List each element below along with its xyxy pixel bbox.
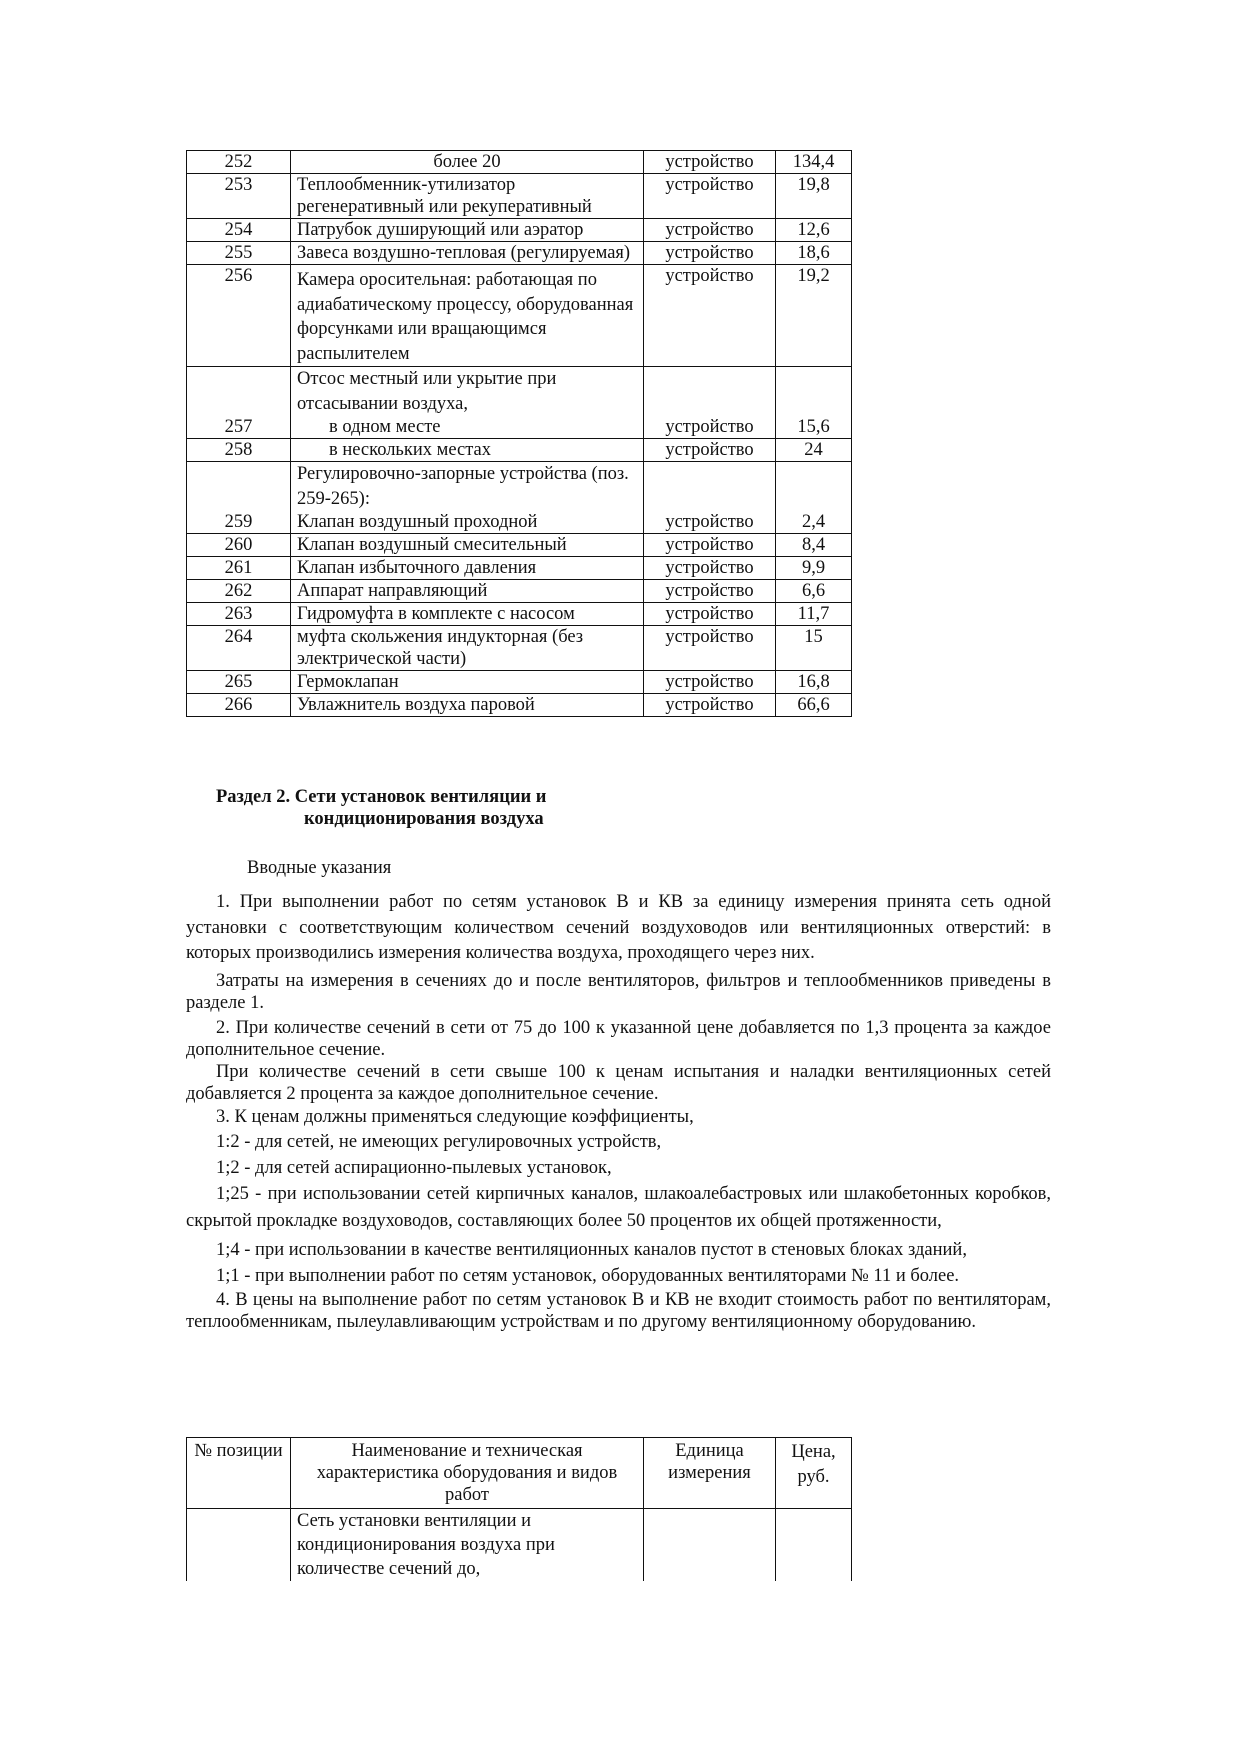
position-number: 258 [187,439,291,462]
position-number [187,1509,291,1582]
table-header-row [187,1438,852,1509]
item-unit: устройство [644,151,776,174]
item-price: 11,7 [776,603,852,626]
item-unit: устройство [644,174,776,219]
position-number: 255 [187,242,291,265]
position-number: 264 [187,626,291,671]
paragraph: Затраты на измерения в сечениях до и после вентиляторов, фильтров и теплообменников приведены в разделе 1. [186,970,1051,1013]
item-price: 24 [776,439,852,462]
table-row [187,603,852,626]
item-unit: устройство [644,534,776,557]
section-subtitle: Вводные указания [247,858,392,878]
item-price: 66,6 [776,694,852,717]
item-unit: устройство [644,219,776,242]
header-unit: Единица измерения [644,1438,776,1509]
table-row [187,557,852,580]
position-number: 260 [187,534,291,557]
header-position-number: № позиции [187,1438,291,1509]
item-unit: устройство [644,242,776,265]
paragraph: 3. К ценам должны применяться следующие коэффициенты, [216,1106,694,1127]
introductory-notes [186,890,1051,1333]
item-unit: устройство [644,580,776,603]
item-unit [644,1509,776,1582]
item-price: 15 [776,626,852,671]
section-title [216,786,546,830]
paragraph: 1;4 - при использовании в качестве вентиляционных каналов пустот в стеновых блоках зданий, [216,1240,967,1260]
item-price [776,1509,852,1582]
position-number: 252 [187,151,291,174]
item-price: 19,8 [776,174,852,219]
position-number: 261 [187,557,291,580]
item-price: 6,6 [776,580,852,603]
item-unit: устройство [644,694,776,717]
item-name: в нескольких местах [291,439,644,462]
item-name: более 20 [291,151,644,174]
paragraph: 4. В цены на выполнение работ по сетям установок В и КВ не входит стоимость работ по вентиляторам, теплообменникам, пылеулавливающим устройствам и по другому вентиляционному оборудованию. [186,1290,1051,1332]
table-row [187,367,852,439]
item-name: Увлажнитель воздуха паровой [291,694,644,717]
item-name: Патрубок душирующий или аэратор [291,219,644,242]
price-table-positions-252-266 [186,150,852,717]
position-number: 259 [187,462,291,534]
item-unit: устройство [644,367,776,439]
table-row [187,151,852,174]
position-number: 256 [187,265,291,367]
item-name: муфта скольжения индукторная (без электрической части) [291,626,644,671]
item-name-cell [291,367,644,439]
item-price: 18,6 [776,242,852,265]
item-price: 12,6 [776,219,852,242]
item-price: 2,4 [776,462,852,534]
item-name: Клапан воздушный проходной [297,512,538,532]
paragraph: 1;2 - для сетей аспирационно-пылевых установок, [216,1157,612,1178]
table-row [187,242,852,265]
item-name: Сеть установки вентиляции и кондиционирования воздуха при количестве сечений до, [291,1509,644,1582]
table-row [187,265,852,367]
position-number: 254 [187,219,291,242]
position-number: 266 [187,694,291,717]
position-number: 263 [187,603,291,626]
item-price: 134,4 [776,151,852,174]
item-price: 16,8 [776,671,852,694]
table-row [187,462,852,534]
item-price: 15,6 [776,367,852,439]
item-unit: устройство [644,603,776,626]
item-unit: устройство [644,265,776,367]
section-title-line2: кондиционирования воздуха [304,809,544,829]
item-unit: устройство [644,439,776,462]
paragraph: 1;1 - при выполнении работ по сетям установок, оборудованных вентиляторами № 11 и более. [216,1265,960,1286]
section-title-line1: Раздел 2. Сети установок вентиляции и [216,787,547,807]
paragraph: 1;25 - при использовании сетей кирпичных каналов, шлакоалебастровых или шлакобетонных коробков, скрытой прокладке воздуховодов, составляющих более 50 процентов их общей протяженности, [186,1184,1051,1231]
item-name: Гермоклапан [291,671,644,694]
paragraph: 1. При выполнении работ по сетям установок В и КВ за единицу измерения принята сеть одной установки с соответствующим количеством сечений воздуховодов или вентиляционных отверстий: в которых производились измерения количества воздуха, проходящего через них. [186,892,1051,963]
position-number: 257 [187,367,291,439]
position-number: 253 [187,174,291,219]
table-row [187,219,852,242]
item-name: Завеса воздушно-тепловая (регулируемая) [291,242,644,265]
table-row [187,626,852,671]
paragraph: 1:2 - для сетей, не имеющих регулировочных устройств, [216,1132,662,1152]
price-table-networks [186,1437,852,1581]
item-price: 9,9 [776,557,852,580]
item-price: 8,4 [776,534,852,557]
table-row [187,580,852,603]
item-name: Клапан избыточного давления [291,557,644,580]
paragraph: 2. При количестве сечений в сети от 75 до 100 к указанной цене добавляется по 1,3 процента за каждое дополнительное сечение. [186,1017,1051,1060]
item-unit: устройство [644,626,776,671]
item-unit: устройство [644,671,776,694]
item-name: Клапан воздушный смесительный [291,534,644,557]
table-row [187,694,852,717]
paragraph: При количестве сечений в сети свыше 100 к ценам испытания и наладки вентиляционных сетей добавляется 2 процента за каждое дополнительное сечение. [186,1061,1051,1104]
table-row [187,174,852,219]
table-row [187,671,852,694]
item-unit: устройство [644,557,776,580]
table-row [187,1509,852,1582]
item-unit: устройство [644,462,776,534]
item-name-cell [291,462,644,534]
item-name: в одном месте [329,417,441,437]
item-name: Камера оросительная: работающая по адиабатическому процессу, оборудованная форсунками или вращающимся распылителем [291,265,644,367]
item-name: Аппарат направляющий [291,580,644,603]
table-row [187,534,852,557]
group-title: Регулировочно-запорные устройства (поз. 259-265): [297,464,629,509]
header-item-name: Наименование и техническая характеристика оборудования и видов работ [291,1438,644,1509]
table-row [187,439,852,462]
item-name: Гидромуфта в комплекте с насосом [291,603,644,626]
group-title: Отсос местный или укрытие при отсасывании воздуха, [297,369,557,414]
item-name: Теплообменник-утилизатор регенеративный или рекуперативный [291,174,644,219]
position-number: 265 [187,671,291,694]
position-number: 262 [187,580,291,603]
item-price: 19,2 [776,265,852,367]
header-price: Цена, руб. [776,1438,852,1509]
